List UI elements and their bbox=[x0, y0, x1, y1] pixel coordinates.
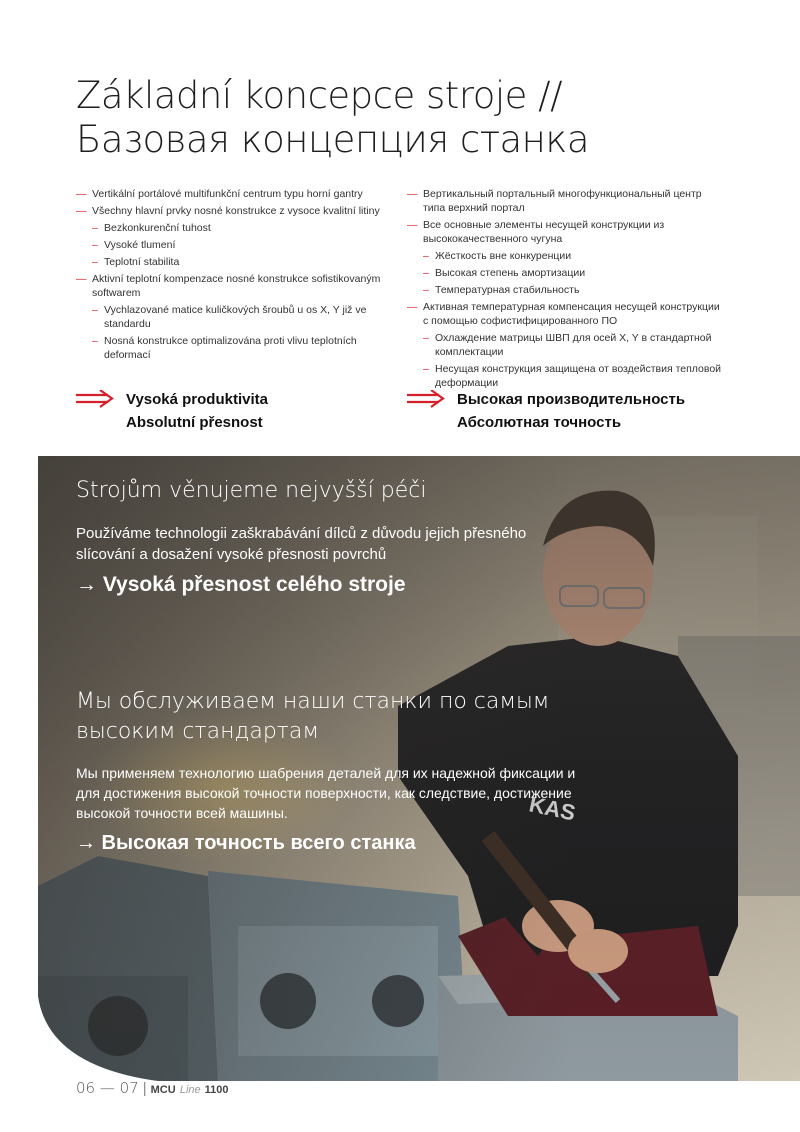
footer-brand: MCU bbox=[150, 1084, 176, 1096]
double-arrow-icon bbox=[407, 390, 445, 408]
benefit-item: Absolutní přesnost bbox=[126, 414, 263, 431]
section-heading-ru: Мы обслуживаем наши станки по самым высоким стандартам bbox=[76, 689, 550, 744]
list-item-text: Вертикальный портальный многофункциональный центр типа верхний портал bbox=[423, 188, 702, 214]
list-item-text: Высокая степень амортизации bbox=[435, 267, 586, 279]
list-item bbox=[76, 204, 396, 218]
list-item-text: Vychlazované matice kuličkových šroubů u os X, Y již ve standardu bbox=[104, 304, 367, 330]
list-item-text: Nosná konstrukce optimalizována proti vlivu teplotních deformací bbox=[104, 335, 357, 361]
list-item bbox=[407, 283, 725, 297]
section-heading-cz: Strojům věnujeme nejvyšší péči bbox=[76, 478, 427, 503]
page-footer bbox=[76, 1079, 229, 1097]
list-item-text: Все основные элементы несущей конструкции из высококачественного чугуна bbox=[423, 219, 665, 245]
list-item-text: Aktivní teplotní kompenzace nosné konstrukce sofistikovaným softwarem bbox=[92, 273, 381, 299]
list-item-text: Несущая конструкция защищена от воздействия тепловой деформации bbox=[435, 363, 722, 389]
benefit-item: Высокая производительность bbox=[457, 391, 686, 408]
list-item-text: Vysoké tlumení bbox=[104, 239, 176, 251]
benefit-item: Абсолютная точность bbox=[457, 414, 622, 431]
dash-bullet-icon: – bbox=[92, 304, 98, 316]
list-item bbox=[76, 303, 396, 331]
list-item bbox=[76, 238, 396, 252]
list-item bbox=[407, 362, 725, 390]
list-item bbox=[76, 255, 396, 269]
dash-bullet-icon: — bbox=[407, 219, 418, 231]
title-line-cz: Základní koncepce stroje // bbox=[76, 74, 563, 117]
list-item bbox=[76, 334, 396, 362]
dash-bullet-icon: — bbox=[76, 273, 87, 285]
list-item-text: Všechny hlavní prvky nosné konstrukce z vysoce kvalitní litiny bbox=[92, 205, 380, 217]
list-item bbox=[407, 300, 725, 328]
list-item-text: Жёсткость вне конкуренции bbox=[435, 250, 572, 262]
section-text-ru: Мы применяем технологию шабрения деталей для их надежной фиксации и для достижения высокой точности поверхности, как следствие, достижение высокой точности всей машины. bbox=[76, 765, 576, 821]
dash-bullet-icon: – bbox=[423, 332, 429, 344]
benefit-item: Vysoká produktivita bbox=[126, 391, 268, 408]
list-item bbox=[407, 218, 725, 246]
dash-bullet-icon: – bbox=[92, 335, 98, 347]
page-title bbox=[76, 74, 756, 162]
dash-bullet-icon: – bbox=[423, 250, 429, 262]
dash-bullet-icon: — bbox=[76, 205, 87, 217]
list-item bbox=[76, 221, 396, 235]
dash-bullet-icon: – bbox=[423, 267, 429, 279]
double-arrow-icon bbox=[76, 390, 114, 408]
list-item bbox=[407, 331, 725, 359]
page-numbers: 06 — 07 bbox=[76, 1079, 139, 1097]
feature-list-ru bbox=[407, 187, 725, 393]
list-item-text: Активная температурная компенсация несущей конструкции с помощью софистифицированного ПО bbox=[423, 301, 720, 327]
list-item bbox=[76, 187, 396, 201]
list-item-text: Vertikální portálové multifunkční centrum typu horní gantry bbox=[92, 188, 363, 200]
dash-bullet-icon: – bbox=[423, 363, 429, 375]
title-line-ru: Базовая концепция станка bbox=[76, 118, 590, 161]
footer-line: Line bbox=[179, 1084, 201, 1096]
feature-list-cz bbox=[76, 187, 396, 365]
list-item bbox=[407, 266, 725, 280]
dash-bullet-icon: — bbox=[407, 301, 418, 313]
dash-bullet-icon: — bbox=[407, 188, 418, 200]
list-item-text: Охлаждение матрицы ШВП для осей X, Y в стандартной комплектации bbox=[435, 332, 712, 358]
dash-bullet-icon: – bbox=[92, 222, 98, 234]
section-result-cz: → Vysoká přesnost celého stroje bbox=[76, 573, 406, 596]
section-text-cz: Používáme technologii zaškrabávání dílců z důvodu jejich přesného slícování a dosažení vysoké přesnosti povrchů bbox=[76, 525, 527, 563]
list-item-text: Teplotní stabilita bbox=[104, 256, 180, 268]
footer-separator: | bbox=[142, 1080, 147, 1097]
list-item bbox=[407, 249, 725, 263]
dash-bullet-icon: – bbox=[92, 239, 98, 251]
section-result-ru: → Высокая точность всего станка bbox=[76, 832, 416, 854]
list-item bbox=[76, 272, 396, 300]
dash-bullet-icon: — bbox=[76, 188, 87, 200]
list-item-text: Температурная стабильность bbox=[435, 284, 580, 296]
footer-model: 1100 bbox=[204, 1084, 229, 1096]
dash-bullet-icon: – bbox=[423, 284, 429, 296]
list-item bbox=[407, 187, 725, 215]
dash-bullet-icon: – bbox=[92, 256, 98, 268]
list-item-text: Bezkonkurenční tuhost bbox=[104, 222, 211, 234]
